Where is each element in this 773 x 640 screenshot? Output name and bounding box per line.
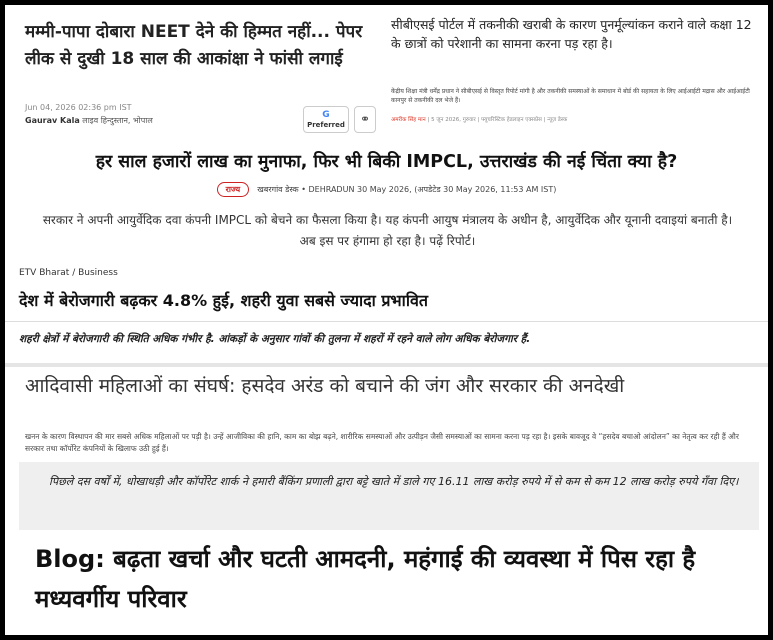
google-preferred-button[interactable]: [303, 106, 349, 133]
cbse-summary: केंद्रीय शिक्षा मंत्री धर्मेंद्र प्रधान ने सीबीएसई से विस्तृत रिपोर्ट मांगी है और तकनीकी समस्याओं के समाधान में बोर्ड की सहायता के लिए आईआईटी मद्रास और आईआईटी कानपुर से तकनीकी दल भेजे हैं।: [391, 88, 750, 104]
preferred-label: Preferred: [307, 121, 345, 129]
neet-author-org: लाइव हिन्दुस्तान, भोपाल: [79, 116, 153, 125]
adivasi-summary: खनन के कारण विस्थापन की मार सबसे अधिक महिलाओं पर पड़ी है। उन्हें आजीविका की हानि, काम का बोझ बढ़ने, शारीरिक समस्याओं और उत्पीड़न जैसी समस्याओं का सामना करना पड़ रहा है। इसके बावजूद वे “हसदेव बचाओ आंदोलन” का नेतृत्व कर रही हैं और सरकार तथा कॉर्पोरेट कंपनियों के खिलाफ उठी हुई हैं।: [25, 432, 739, 453]
divider: [5, 321, 768, 322]
cbse-meta-author[interactable]: अमरीक सिंह मान: [391, 117, 426, 123]
neet-headline[interactable]: मम्मी-पापा दोबारा NEET देने की हिम्मत नहीं... पेपर लीक से दुखी 18 साल की आकांक्षा ने फांसी लगाई: [25, 22, 363, 69]
google-icon: G: [322, 110, 330, 120]
pull-quote-text: पिछले दस वर्षों में, धोखाधड़ी और कॉर्पोरेट शार्क ने हमारी बैंकिंग प्रणाली द्वारा बट्टे खाते में डाले गए 16.11 लाख करोड़ रुपये में से कम से कम 12 लाख करोड़ रुपये गँवा दिए।: [49, 475, 739, 488]
etv-headline[interactable]: देश में बेरोजगारी बढ़कर 4.8% हुई, शहरी युवा सबसे ज्यादा प्रभावित: [19, 291, 428, 310]
divider: [5, 363, 768, 367]
category-badge[interactable]: राज्य: [217, 182, 250, 197]
share-icon: ⚭: [359, 112, 371, 126]
neet-date: Jun 04, 2026 02:36 pm IST: [25, 103, 132, 112]
etv-summary: शहरी क्षेत्रों में बेरोजगारी की स्थिति अधिक गंभीर है. आंकड़ों के अनुसार गांवों की तुलना में शहरों में रहने वाले लोग अधिक बेरोजगार हैं.: [19, 333, 531, 345]
neet-author[interactable]: Gaurav Kala: [25, 116, 80, 125]
impcl-article: [5, 142, 768, 264]
impcl-byline: खबरगांव डेस्क • DEHRADUN 30 May 2026, (अपडेटेड 30 May 2026, 11:53 AM IST): [257, 185, 557, 194]
adivasi-article: [5, 363, 768, 533]
cbse-meta: [391, 116, 761, 124]
neet-author-line: [25, 116, 153, 126]
share-button[interactable]: [354, 106, 376, 133]
impcl-headline[interactable]: हर साल हजारों लाख का मुनाफा, फिर भी बिकी IMPCL, उत्तराखंड की नई चिंता क्या है?: [95, 152, 678, 172]
blog-article: [5, 533, 768, 635]
neet-article: [5, 5, 383, 140]
cbse-article: [383, 5, 768, 140]
adivasi-headline[interactable]: आदिवासी महिलाओं का संघर्ष: हसदेव अरंड को बचाने की जंग और सरकार की अनदेखी: [25, 375, 625, 397]
pull-quote: [19, 462, 759, 530]
impcl-meta: [5, 182, 768, 197]
impcl-summary: सरकार ने अपनी आयुर्वेदिक दवा कंपनी IMPCL को बेचने का फैसला किया है। यह कंपनी आयुष मंत्रालय के अधीन है, आयुर्वेदिक और यूनानी दवाइयां बनाती है। अब इस पर हंगामा हो रहा है। पढ़ें रिपोर्ट।: [42, 213, 733, 248]
cbse-headline[interactable]: सीबीएसई पोर्टल में तकनीकी खराबी के कारण पुनर्मूल्यांकन कराने वाले कक्षा 12 के छात्रों को परेशानी का सामना करना पड़ रहा है।: [391, 17, 752, 51]
cbse-meta-rest: | 5 जून 2026, गुरुवार | फ्यूचरिस्टिक हेडलाइन एक्सप्रेस | न्यूज़ डेस्क: [425, 117, 568, 123]
etv-article: [5, 264, 768, 363]
blog-headline[interactable]: Blog: बढ़ता खर्चा और घटती आमदनी, महंगाई की व्यवस्था में पिस रहा है मध्यवर्गीय परिवार: [35, 545, 696, 613]
etv-source[interactable]: ETV Bharat / Business: [19, 268, 118, 278]
news-collage: [5, 5, 768, 635]
